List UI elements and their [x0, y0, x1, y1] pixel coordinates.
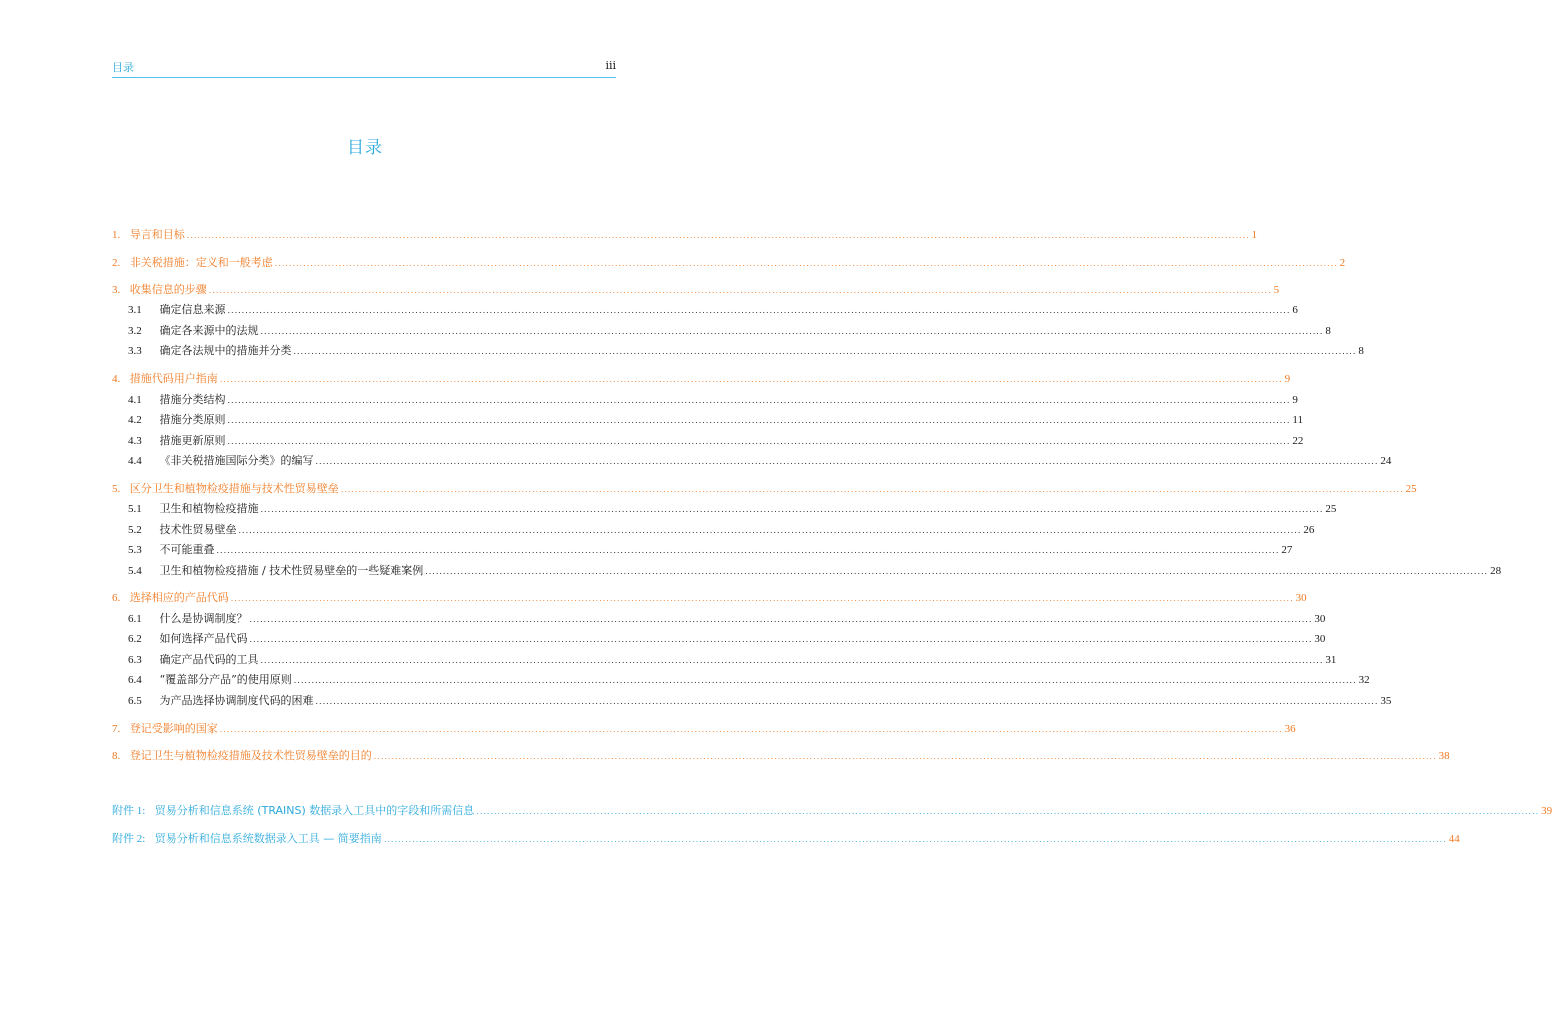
toc-leader-dots: ............................................................................................................................................................................................................................................................................................................ [208, 286, 1272, 295]
toc-entry-label [112, 282, 207, 298]
toc-subentry[interactable] [128, 392, 1298, 408]
toc-entry-number: 4.2 [128, 414, 142, 426]
toc-entry-text: 措施代码用户指南 [126, 372, 218, 385]
toc-page-number: 28 [1490, 565, 1502, 577]
toc-entry-label [112, 255, 273, 271]
toc-entry-number: 6.1 [128, 613, 142, 625]
toc-leader-dots: ............................................................................................................................................................................................................................................................................................................ [260, 505, 1324, 514]
toc-leader-dots: ............................................................................................................................................................................................................................................................................................................ [227, 437, 1291, 446]
toc-entry-label [112, 831, 382, 847]
toc-entry-label [112, 721, 218, 737]
toc-entry[interactable] [112, 227, 1258, 243]
toc-subentry[interactable] [128, 652, 1337, 668]
toc-subentry[interactable] [128, 501, 1337, 517]
toc-entry-label [112, 481, 339, 497]
toc-entry[interactable] [112, 282, 1280, 298]
toc-entry[interactable] [112, 481, 1417, 497]
toc-leader-dots: ............................................................................................................................................................................................................................................................................................................ [227, 416, 1291, 425]
toc-entry-text: 技术性贸易壁垒 [156, 523, 237, 536]
toc-subentry[interactable] [128, 611, 1326, 627]
header-section-title: 目录 [112, 61, 134, 74]
toc-page-number: 8 [1325, 325, 1331, 337]
toc-entry-number: 3.3 [128, 345, 142, 357]
toc-subentry[interactable] [128, 631, 1326, 647]
toc-leader-dots: ............................................................................................................................................................................................................................................................................................................ [260, 327, 1324, 336]
toc-leader-dots: ............................................................................................................................................................................................................................................................................................................ [293, 676, 1357, 685]
toc-subentry[interactable] [128, 453, 1392, 469]
toc-entry[interactable] [112, 371, 1291, 387]
toc-entry-number: 5.3 [128, 544, 142, 556]
toc-entry-label [112, 227, 185, 243]
toc-subentry[interactable] [128, 302, 1298, 318]
toc-entry-number: 4.1 [128, 394, 142, 406]
toc-subentry[interactable] [128, 343, 1364, 359]
toc-entry-number: 1. [112, 229, 121, 241]
toc-leader-dots: ............................................................................................................................................................................................................................................................................................................ [383, 835, 1447, 844]
toc-entry-label [128, 672, 292, 688]
toc-entry-label [128, 693, 314, 709]
toc-entry-label [128, 611, 248, 627]
toc-entry-text: 措施分类原则 [156, 413, 226, 426]
toc-leader-dots: ............................................................................................................................................................................................................................................................................................................ [274, 259, 1338, 268]
toc-page-number: 44 [1448, 833, 1460, 845]
toc-entry-number: 6.4 [128, 674, 142, 686]
toc-entry-label [112, 590, 229, 606]
toc-page-number: 25 [1405, 483, 1417, 495]
toc-entry[interactable] [112, 803, 1552, 819]
toc-entry-number: 5. [112, 483, 121, 495]
toc-entry-label [128, 631, 248, 647]
toc-entry-label [112, 371, 218, 387]
toc-entry-text: 导言和目标 [126, 228, 185, 241]
toc-leader-dots: ............................................................................................................................................................................................................................................................................................................ [186, 231, 1250, 240]
toc-entry-number: 4. [112, 373, 121, 385]
toc-entry[interactable] [112, 255, 1346, 271]
toc-page-number: 6 [1292, 304, 1298, 316]
toc-page-number: 31 [1325, 654, 1337, 666]
toc-page-number: 22 [1292, 435, 1304, 447]
toc-page-number: 30 [1314, 633, 1326, 645]
toc-page-number: 27 [1281, 544, 1293, 556]
toc-entry-number: 6. [112, 592, 121, 604]
toc-entry-label [128, 563, 423, 579]
toc-entry-label [128, 302, 226, 318]
toc-page-number: 11 [1292, 414, 1303, 426]
toc-entry-number: 8. [112, 750, 121, 762]
toc-entry-text: 确定各来源中的法规 [156, 324, 259, 337]
toc-entry-number: 6.2 [128, 633, 142, 645]
toc-entry-text: 什么是协调制度？ [156, 612, 248, 625]
toc-entry-label [128, 501, 259, 517]
toc-entry-text: 贸易分析和信息系统 (TRAINS) 数据录入工具中的字段和所需信息 [151, 804, 475, 817]
toc-leader-dots: ............................................................................................................................................................................................................................................................................................................ [227, 396, 1291, 405]
toc-entry-text: 卫生和植物检疫措施 [156, 502, 259, 515]
toc-subentry[interactable] [128, 672, 1370, 688]
toc-entry-label [128, 433, 226, 449]
toc-page-number: 30 [1295, 592, 1307, 604]
toc-entry-label [128, 323, 259, 339]
toc-subentry[interactable] [128, 323, 1331, 339]
toc-entry-number: 5.2 [128, 524, 142, 536]
toc-page-number: 2 [1339, 257, 1346, 269]
toc-page-number: 25 [1325, 503, 1337, 515]
running-header [112, 59, 616, 78]
toc-entry-text: 登记受影响的国家 [126, 722, 218, 735]
toc-page-number: 36 [1284, 723, 1296, 735]
toc-subentry[interactable] [128, 693, 1392, 709]
toc-entry-text: 措施更新原则 [156, 434, 226, 447]
toc-page-number: 39 [1541, 805, 1552, 817]
toc-page-number: 9 [1292, 394, 1298, 406]
toc-entry[interactable] [112, 590, 1307, 606]
toc-entry-number: 附件 2: [112, 833, 146, 845]
toc-leader-dots: ............................................................................................................................................................................................................................................................................................................ [425, 567, 1489, 576]
toc-page-number: 26 [1303, 524, 1315, 536]
toc-leader-dots: ............................................................................................................................................................................................................................................................................................................ [227, 306, 1291, 315]
toc-entry-label [112, 803, 474, 819]
toc-entry-number: 5.1 [128, 503, 142, 515]
toc-entry-text: 收集信息的步骤 [126, 283, 207, 296]
toc-entry-number: 5.4 [128, 565, 142, 577]
page-title: 目录 [347, 138, 383, 158]
toc-entry-number: 附件 1: [112, 805, 146, 817]
toc-page-number: 5 [1273, 284, 1280, 296]
toc-subentry[interactable] [128, 433, 1304, 449]
toc-entry-number: 7. [112, 723, 121, 735]
toc-entry[interactable] [112, 721, 1296, 737]
toc-leader-dots: ............................................................................................................................................................................................................................................................................................................ [216, 546, 1280, 555]
toc-leader-dots: ............................................................................................................................................................................................................................................................................................................ [340, 485, 1404, 494]
toc-entry-number: 4.4 [128, 455, 142, 467]
toc-leader-dots: ............................................................................................................................................................................................................................................................................................................ [230, 594, 1294, 603]
toc-page-number: 32 [1358, 674, 1370, 686]
toc-entry-text: 为产品选择协调制度代码的困难 [156, 694, 314, 707]
toc-entry-number: 3.2 [128, 325, 142, 337]
toc-entry-number: 4.3 [128, 435, 142, 447]
toc-subentry[interactable] [128, 412, 1303, 428]
toc-entry-label [128, 453, 314, 469]
header-page-number: iii [605, 59, 616, 72]
toc-entry-label [128, 652, 259, 668]
toc-entry-text: 措施分类结构 [156, 393, 226, 406]
toc-leader-dots: ............................................................................................................................................................................................................................................................................................................ [315, 457, 1379, 466]
toc-leader-dots: ............................................................................................................................................................................................................................................................................................................ [293, 347, 1357, 356]
toc-entry[interactable] [112, 748, 1450, 764]
toc-page-number: 24 [1380, 455, 1392, 467]
toc-subentry[interactable] [128, 563, 1502, 579]
toc-entry-text: 选择相应的产品代码 [126, 591, 229, 604]
toc-leader-dots: ............................................................................................................................................................................................................................................................................................................ [219, 725, 1283, 734]
toc-leader-dots: ............................................................................................................................................................................................................................................................................................................ [315, 697, 1379, 706]
toc-entry-label [128, 343, 292, 359]
toc-entry-number: 2. [112, 257, 121, 269]
toc-entry-text: 不可能重叠 [156, 543, 215, 556]
toc-entry-label [128, 392, 226, 408]
toc-entry-number: 6.5 [128, 695, 142, 707]
toc-entry-text: 如何选择产品代码 [156, 632, 248, 645]
toc-entry-text: 确定各法规中的措施并分类 [156, 344, 292, 357]
toc-entry-text: 贸易分析和信息系统数据录入工具 — 简要指南 [151, 832, 382, 845]
toc-subentry[interactable] [128, 542, 1293, 558]
toc-page-number: 8 [1358, 345, 1364, 357]
toc-page-number: 30 [1314, 613, 1326, 625]
toc-entry-text: 《非关税措施国际分类》的编写 [156, 454, 314, 467]
toc-page-number: 38 [1438, 750, 1450, 762]
toc-entry[interactable] [112, 831, 1460, 847]
toc-page-number: 9 [1284, 373, 1291, 385]
toc-entry-text: 非关税措施：定义和一般考虑 [126, 256, 273, 269]
toc-leader-dots: ............................................................................................................................................................................................................................................................................................................ [219, 375, 1283, 384]
toc-entry-text: 确定产品代码的工具 [156, 653, 259, 666]
toc-entry-text: 卫生和植物检疫措施 / 技术性贸易壁垒的一些疑难案例 [156, 564, 424, 577]
toc-leader-dots: ............................................................................................................................................................................................................................................................................................................ [373, 752, 1437, 761]
toc-entry-number: 3.1 [128, 304, 142, 316]
toc-leader-dots: ............................................................................................................................................................................................................................................................................................................ [260, 656, 1324, 665]
toc-entry-label [128, 522, 237, 538]
toc-entry-text: “覆盖部分产品”的使用原则 [156, 673, 292, 686]
toc-entry-text: 登记卫生与植物检疫措施及技术性贸易壁垒的目的 [126, 749, 372, 762]
toc-entry-label [128, 542, 215, 558]
toc-leader-dots: ............................................................................................................................................................................................................................................................................................................ [476, 807, 1540, 816]
toc-entry-label [128, 412, 226, 428]
toc-page-number: 35 [1380, 695, 1392, 707]
toc-page-number: 1 [1251, 229, 1258, 241]
toc-subentry[interactable] [128, 522, 1315, 538]
toc-entry-number: 3. [112, 284, 121, 296]
toc-leader-dots: ............................................................................................................................................................................................................................................................................................................ [249, 635, 1313, 644]
toc-entry-number: 6.3 [128, 654, 142, 666]
toc-entry-text: 确定信息来源 [156, 303, 226, 316]
toc-leader-dots: ............................................................................................................................................................................................................................................................................................................ [238, 526, 1302, 535]
toc-entry-label [112, 748, 372, 764]
toc-leader-dots: ............................................................................................................................................................................................................................................................................................................ [249, 615, 1313, 624]
toc-entry-text: 区分卫生和植物检疫措施与技术性贸易壁垒 [126, 482, 339, 495]
